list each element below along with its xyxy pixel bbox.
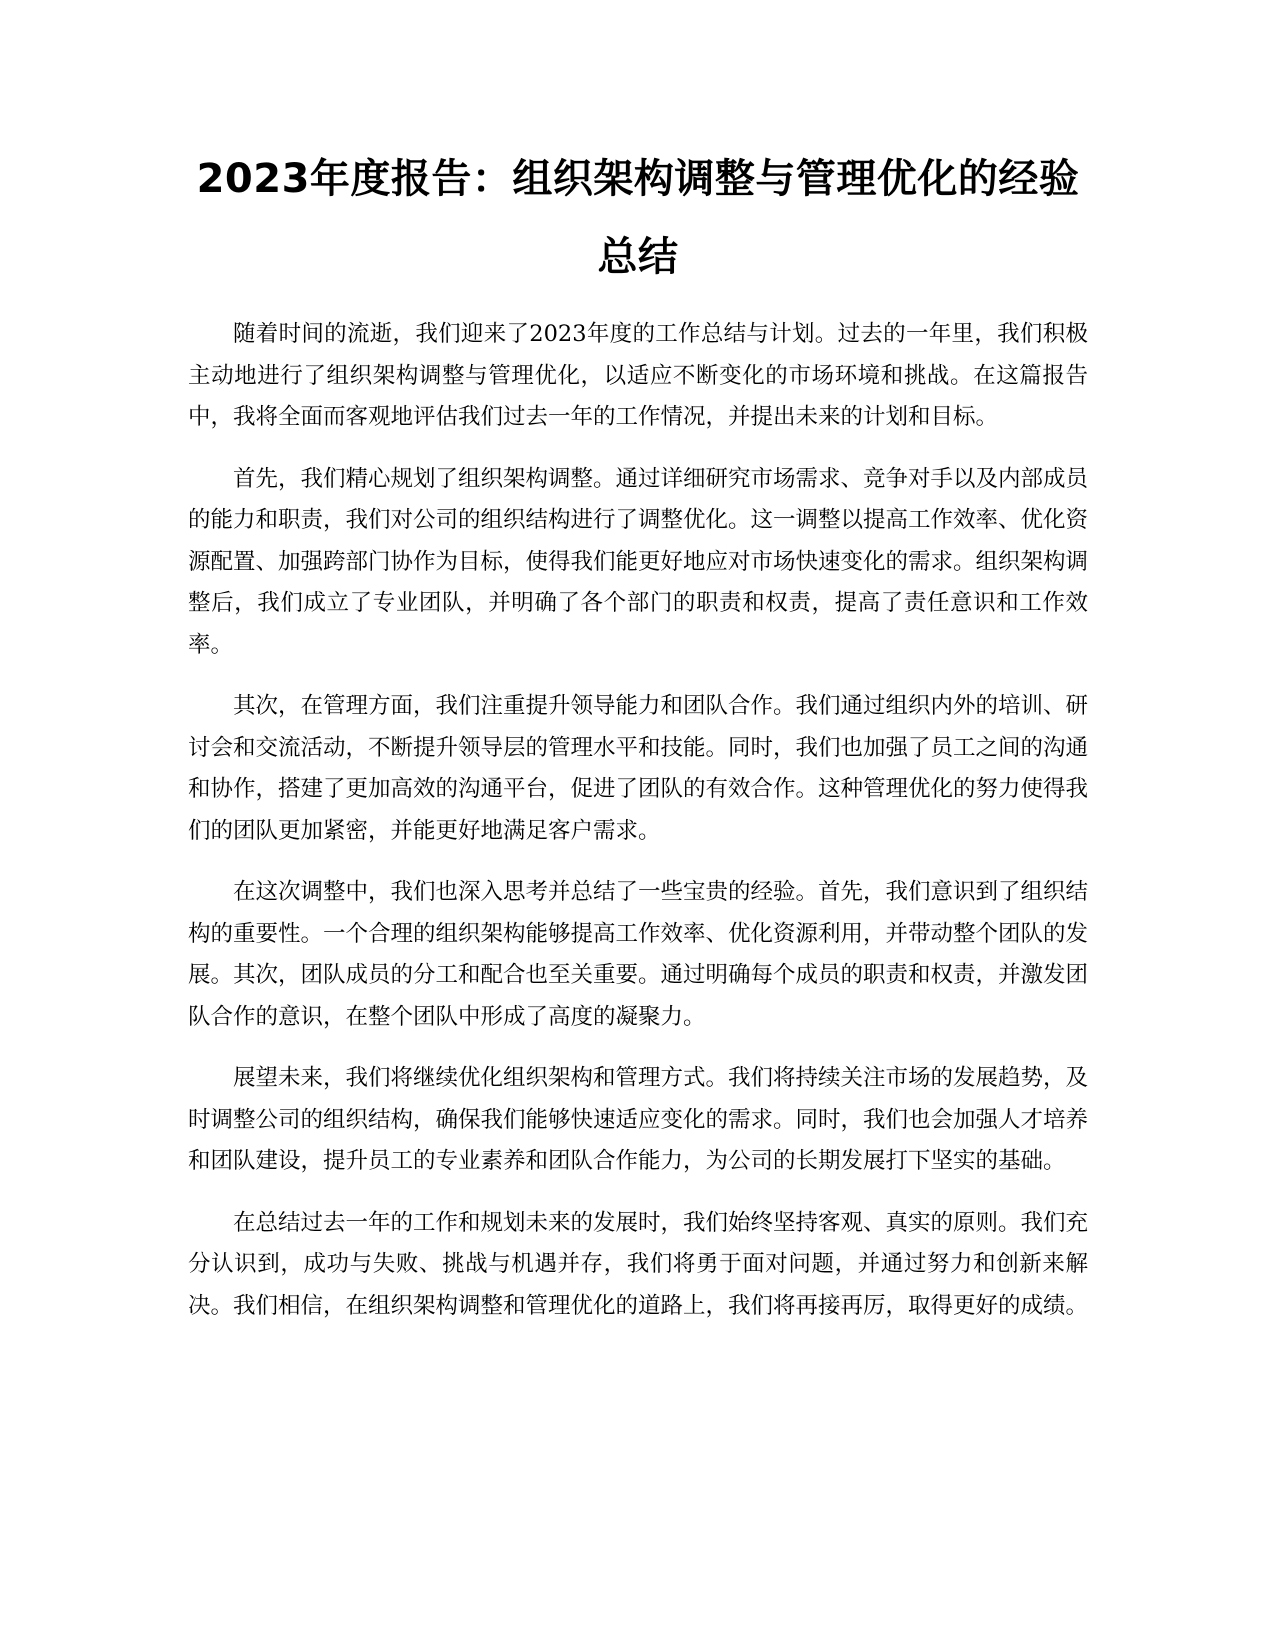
- paragraph-intro: 随着时间的流逝，我们迎来了2023年度的工作总结与计划。过去的一年里，我们积极主动地进行了组织架构调整与管理优化，以适应不断变化的市场环境和挑战。在这篇报告中，我将全面而客观地评估我们过去一年的工作情况，并提出未来的计划和目标。: [188, 321, 1088, 430]
- paragraph-conclusion: 在总结过去一年的工作和规划未来的发展时，我们始终坚持客观、真实的原则。我们充分认识到，成功与失败、挑战与机遇并存，我们将勇于面对问题，并通过努力和创新来解决。我们相信，在组织架构调整和管理优化的道路上，我们将再接再厉，取得更好的成绩。: [188, 1209, 1089, 1319]
- paragraph-management: 其次，在管理方面，我们注重提升领导能力和团队合作。我们通过组织内外的培训、研讨会和交流活动，不断提升领导层的管理水平和技能。同时，我们也加强了员工之间的沟通和协作，搭建了更加高效的沟通平台，促进了团队的有效合作。这种管理优化的努力使得我们的团队更加紧密，并能更好地满足客户需求。: [188, 693, 1089, 844]
- paragraph-lessons: 在这次调整中，我们也深入思考并总结了一些宝贵的经验。首先，我们意识到了组织结构的重要性。一个合理的组织架构能够提高工作效率、优化资源利用，并带动整个团队的发展。其次，团队成员的分工和配合也至关重要。通过明确每个成员的职责和权责，并激发团队合作的意识，在整个团队中形成了高度的凝聚力。: [188, 879, 1089, 1030]
- paragraph-outlook: 展望未来，我们将继续优化组织架构和管理方式。我们将持续关注市场的发展趋势，及时调整公司的组织结构，确保我们能够快速适应变化的需求。同时，我们也会加强人才培养和团队建设，提升员工的专业素养和团队合作能力，为公司的长期发展打下坚实的基础。: [188, 1065, 1089, 1174]
- document-page: [188, 140, 1088, 1347]
- document-title: 2023年度报告：组织架构调整与管理优化的经验总结: [196, 156, 1080, 280]
- paragraph-structure-adjustment: 首先，我们精心规划了组织架构调整。通过详细研究市场需求、竞争对手以及内部成员的能力和职责，我们对公司的组织结构进行了调整优化。这一调整以提高工作效率、优化资源配置、加强跨部门协作为目标，使得我们能更好地应对市场快速变化的需求。组织架构调整后，我们成立了专业团队，并明确了各个部门的职责和权责，提高了责任意识和工作效率。: [188, 465, 1089, 658]
